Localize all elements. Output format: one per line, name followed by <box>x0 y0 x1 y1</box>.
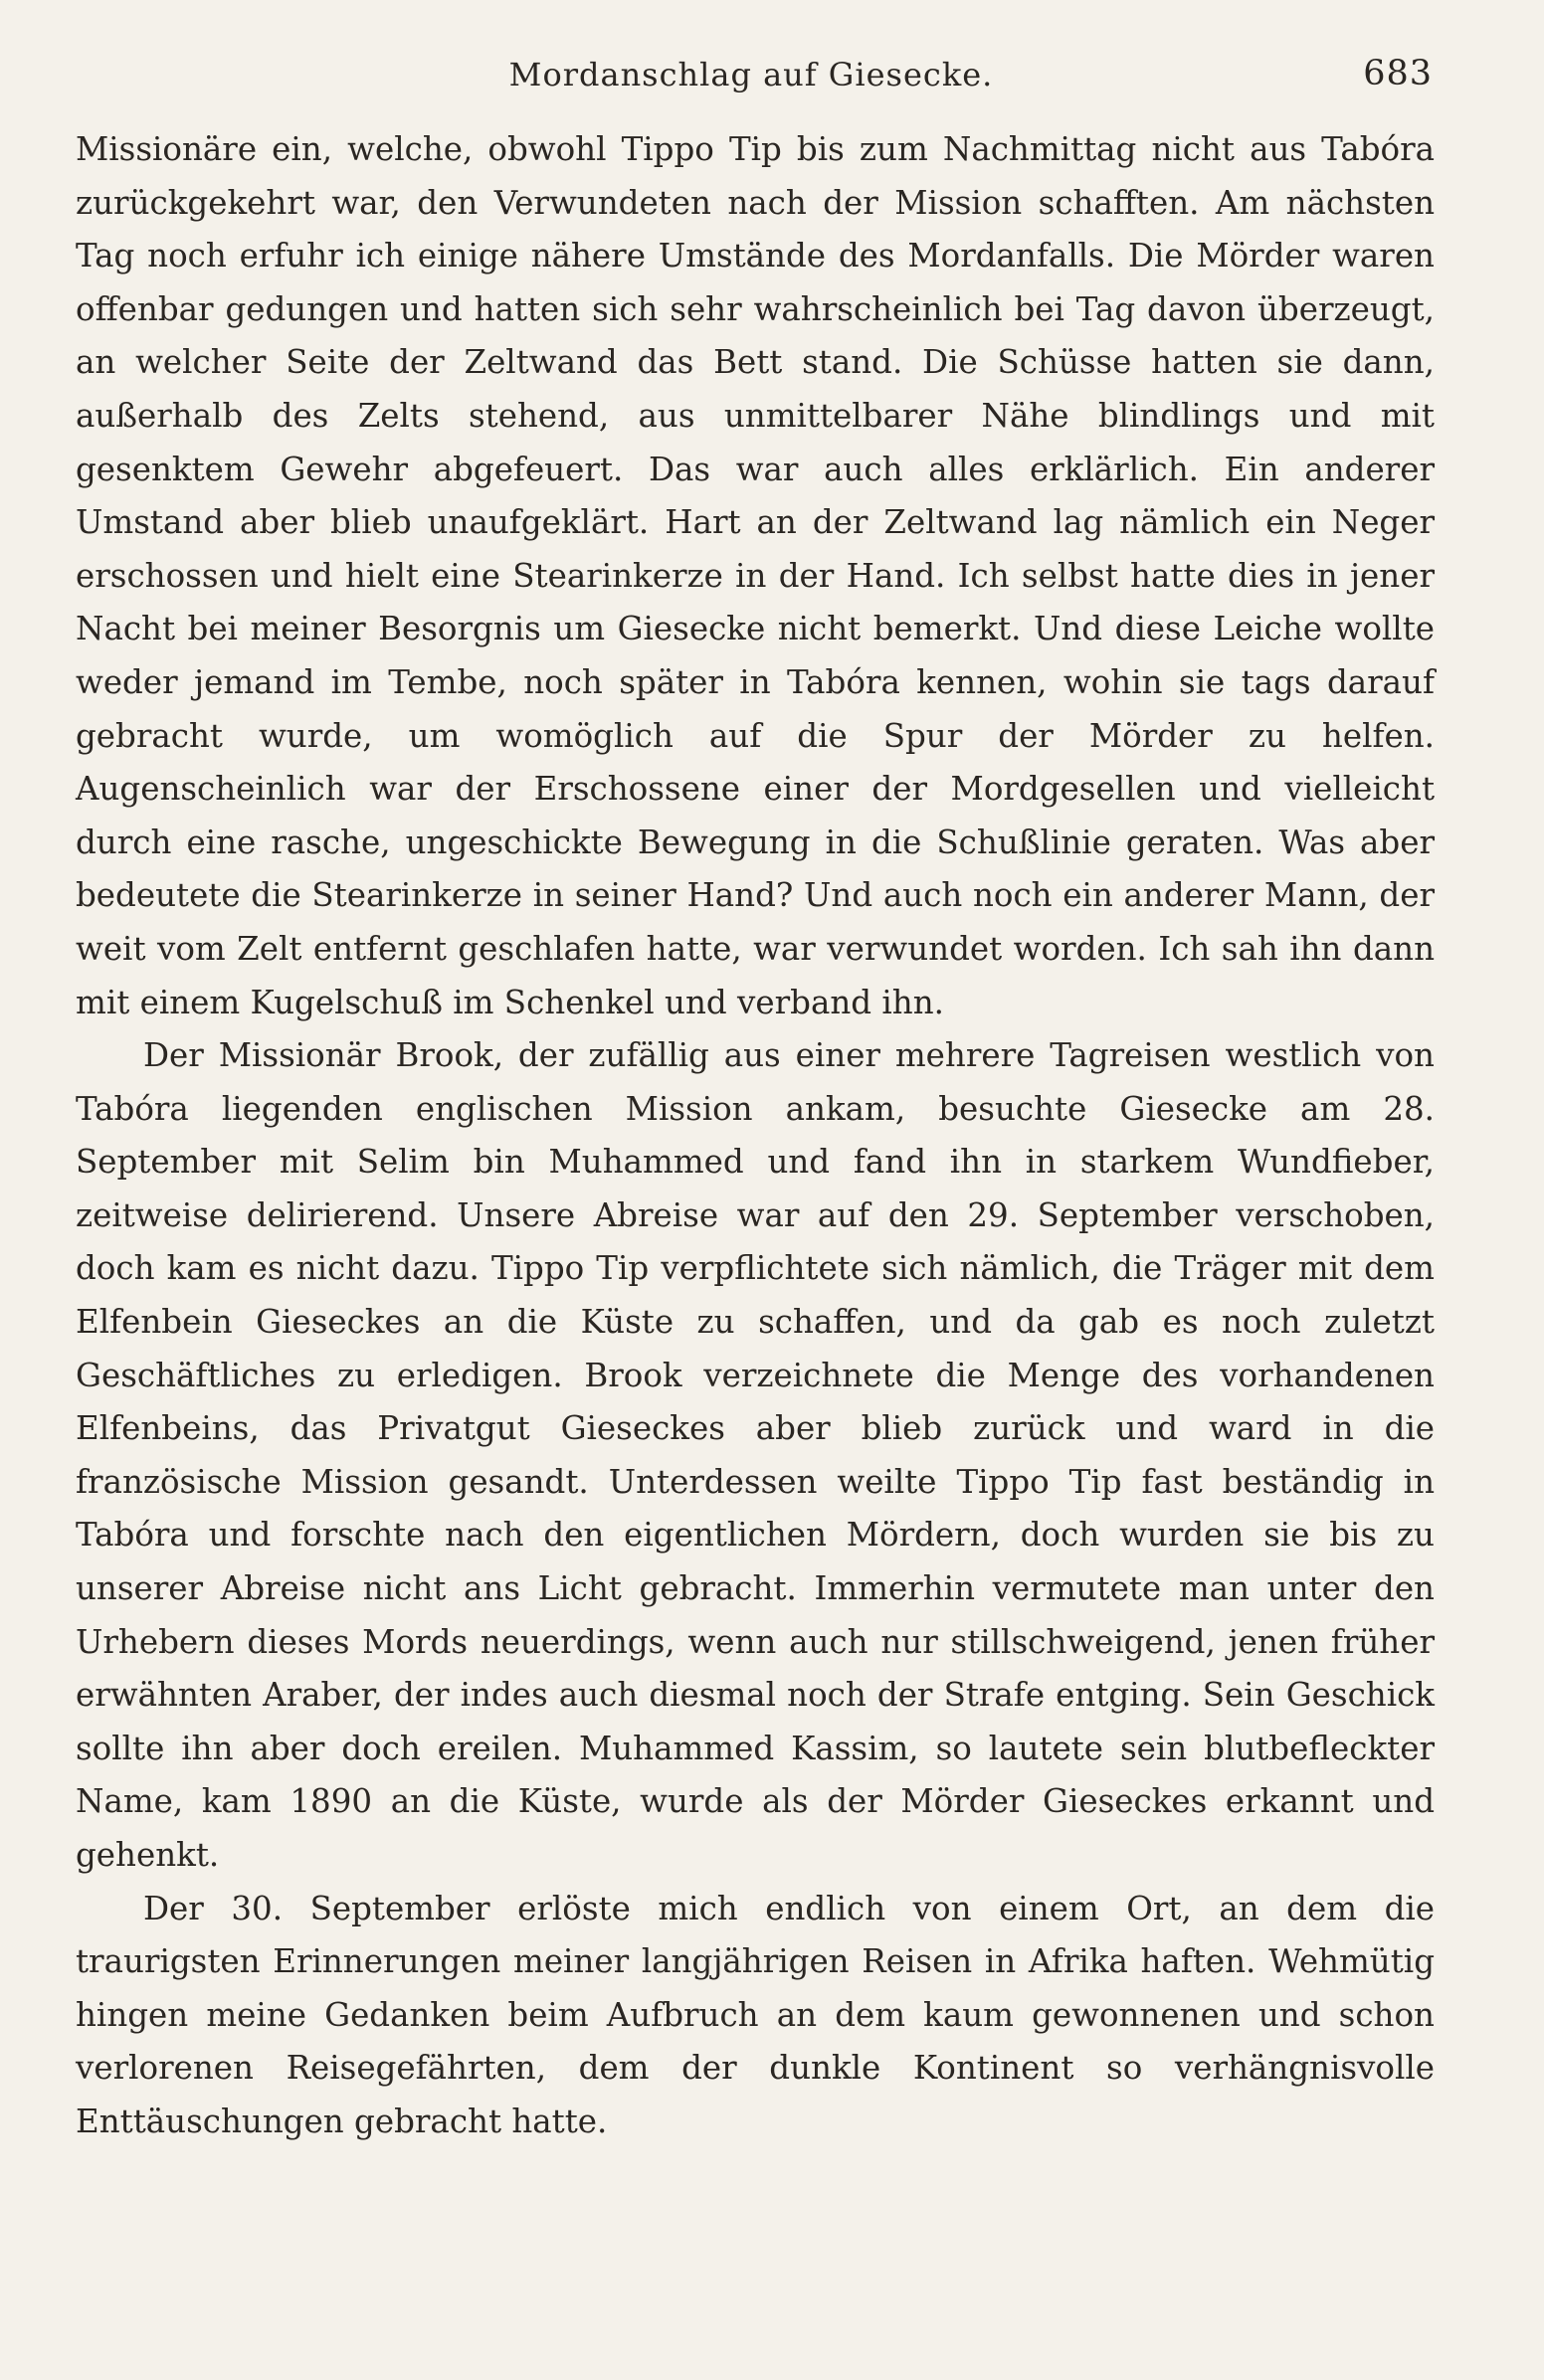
paragraph-3: Der 30. September erlöste mich endlich von einem Ort, an dem die traurigsten Erinnerungen meiner langjährigen Reisen in Afrika haften. Wehmütig hingen meine Gedanken beim Aufbruch an dem kaum gewonnenen und schon verlorenen Reisegefährten, dem der dunkle Kontinent so verhängnisvolle Enttäuschungen gebracht hatte. <box>76 1889 1435 2140</box>
paragraph-2: Der Missionär Brook, der zufällig aus einer mehrere Tagreisen westlich von Tabóra liegenden englischen Mission ankam, besuchte Giesecke am 28. September mit Selim bin Muhammed und fand ihn in starkem Wundfieber, zeitweise delirierend. Unsere Abreise war auf den 29. September verschoben, doch kam es nicht dazu. Tippo Tip verpflichtete sich nämlich, die Träger mit dem Elfenbein Gieseckes an die Küste zu schaffen, und da gab es noch zuletzt Geschäftliches zu erledigen. Brook verzeichnete die Menge des vorhandenen Elfenbeins, das Privatgut Gieseckes aber blieb zurück und ward in die französische Mission gesandt. Unterdessen weilte Tippo Tip fast beständig in Tabóra und forschte nach den eigentlichen Mördern, doch wurden sie bis zu unserer Abreise nicht ans Licht gebracht. Immerhin vermutete man unter den Urhebern dieses Mords neuerdings, wenn auch nur stillschweigend, jenen früher erwähnten Araber, der indes auch diesmal noch der Strafe entging. Sein Geschick sollte ihn aber doch ereilen. Muhammed Kassim, so lautete sein blutbefleckter Name, kam 1890 an die Küste, wurde als der Mörder Gieseckes erkannt und gehenkt. <box>76 1036 1435 1874</box>
running-title: Mordanschlag auf Giesecke. <box>508 56 994 93</box>
running-head <box>70 52 1433 111</box>
body-text <box>76 123 1435 2149</box>
paragraph-1: Missionäre ein, welche, obwohl Tippo Tip bis zum Nachmittag nicht aus Tabóra zurückgekehrt war, den Verwundeten nach der Mission schafften. Am nächsten Tag noch erfuhr ich einige nähere Umstände des Mordanfalls. Die Mörder waren offenbar gedungen und hatten sich sehr wahrscheinlich bei Tag davon überzeugt, an welcher Seite der Zeltwand das Bett stand. Die Schüsse hatten sie dann, außerhalb des Zelts stehend, aus unmittelbarer Nähe blindlings und mit gesenktem Gewehr abgefeuert. Das war auch alles erklärlich. Ein anderer Umstand aber blieb unaufgeklärt. Hart an der Zeltwand lag nämlich ein Neger erschossen und hielt eine Stearinkerze in der Hand. Ich selbst hatte dies in jener Nacht bei meiner Besorgnis um Giesecke nicht bemerkt. Und diese Leiche wollte weder jemand im Tembe, noch später in Tabóra kennen, wohin sie tags darauf gebracht wurde, um womöglich auf die Spur der Mörder zu helfen. Augenscheinlich war der Erschossene einer der Mordgesellen und vielleicht durch eine rasche, ungeschickte Bewegung in die Schußlinie geraten. Was aber bedeutete die Stearinkerze in seiner Hand? Und auch noch ein anderer Mann, der weit vom Zelt entfernt geschlafen hatte, war verwundet worden. Ich sah ihn dann mit einem Kugelschuß im Schenkel und verband ihn. <box>76 130 1435 1021</box>
page-number: 683 <box>1363 54 1433 93</box>
